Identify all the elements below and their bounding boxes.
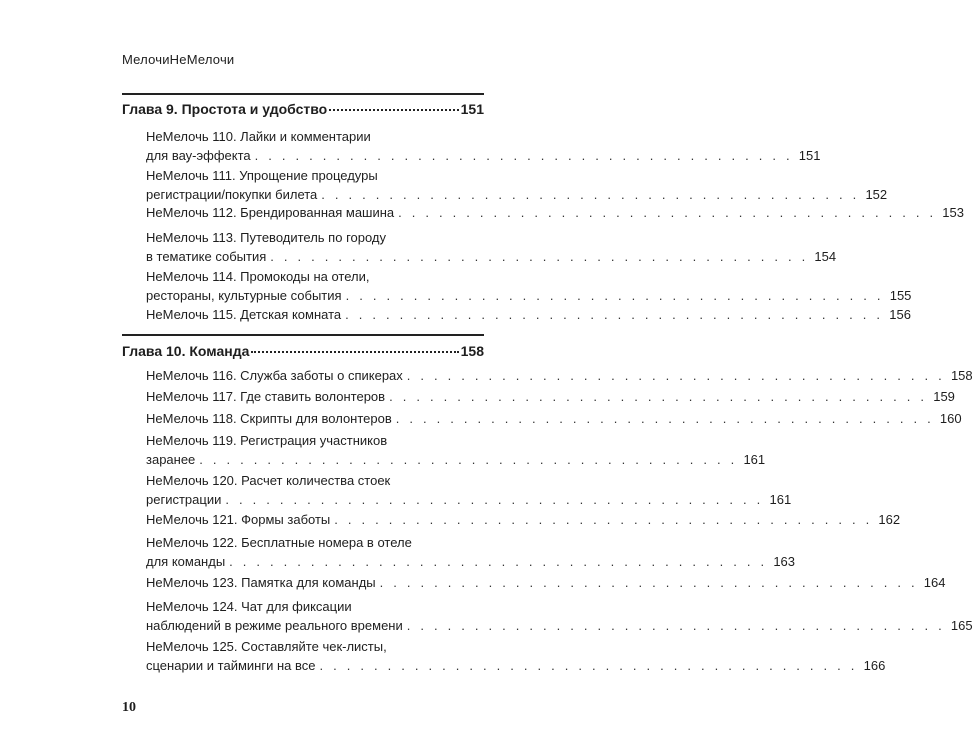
entry-page: 162 — [878, 512, 901, 527]
entry-title-line: НеМелочь 118. Скрипты для волонтеров — [146, 411, 392, 426]
toc-entry — [146, 228, 837, 266]
dot-leader: . . . . . . . . . . . . . . . . . . . . . . . . . . . . . . . . . . . . . . . . — [334, 512, 873, 527]
entry-title-line: заранее — [146, 452, 196, 467]
chapter-page: 151 — [460, 101, 484, 117]
toc-entry — [146, 431, 766, 469]
entry-title-line: наблюдений в режиме реального времени — [146, 618, 403, 633]
entry-page: 154 — [814, 249, 837, 264]
dot-leader: . . . . . . . . . . . . . . . . . . . . . . . . . . . . . . . . . . . . . . . . — [225, 492, 764, 507]
toc-entry — [146, 366, 973, 385]
toc-entry — [146, 387, 955, 406]
dot-leader: . . . . . . . . . . . . . . . . . . . . . . . . . . . . . . . . . . . . . . . . — [345, 288, 884, 303]
dot-leader: . . . . . . . . . . . . . . . . . . . . . . . . . . . . . . . . . . . . . . . . — [389, 389, 928, 404]
running-head: МелочиНеМелочи — [122, 52, 235, 67]
entry-title-line: для вау-эффекта — [146, 148, 251, 163]
toc-entry — [146, 203, 964, 222]
toc-entry — [146, 637, 886, 675]
toc-entry — [146, 166, 888, 204]
dot-leader: . . . . . . . . . . . . . . . . . . . . . . . . . . . . . . . . . . . . . . . . — [199, 452, 738, 467]
page-number: 10 — [122, 700, 136, 715]
entry-title-line: НеМелочь 121. Формы заботы — [146, 512, 331, 527]
toc-entry — [146, 409, 962, 428]
entry-title-line: в тематике события — [146, 249, 267, 264]
dot-leader — [251, 351, 458, 353]
toc-entry — [146, 127, 821, 165]
entry-page: 156 — [889, 307, 911, 322]
dot-leader: . . . . . . . . . . . . . . . . . . . . . . . . . . . . . . . . . . . . . . . . — [270, 249, 809, 264]
entry-title-line: НеМелочь 116. Служба заботы о спикерах — [146, 368, 403, 383]
entry-title-line: НеМелочь 124. Чат для фиксации — [146, 599, 352, 614]
entry-title-line: НеМелочь 119. Регистрация участников — [146, 433, 388, 448]
dot-leader: . . . . . . . . . . . . . . . . . . . . . . . . . . . . . . . . . . . . . . . . — [379, 575, 918, 590]
entry-title-line: НеМелочь 120. Расчет количества стоек — [146, 473, 391, 488]
entry-page: 161 — [743, 452, 766, 467]
dot-leader: . . . . . . . . . . . . . . . . . . . . . . . . . . . . . . . . . . . . . . . . — [398, 205, 937, 220]
chapter-heading — [122, 343, 484, 359]
entry-page: 151 — [798, 148, 821, 163]
entry-page: 163 — [773, 554, 796, 569]
entry-page: 152 — [865, 187, 888, 202]
chapter-title: Глава 9. Простота и удобство — [122, 101, 328, 117]
dot-leader — [329, 109, 458, 111]
chapter-page: 158 — [460, 343, 484, 359]
dot-leader: . . . . . . . . . . . . . . . . . . . . . . . . . . . . . . . . . . . . . . . . — [319, 658, 858, 673]
chapter-rule — [122, 334, 484, 336]
entry-title-line: рестораны, культурные события — [146, 288, 342, 303]
entry-title-line: НеМелочь 117. Где ставить волонтеров — [146, 389, 386, 404]
entry-page: 164 — [923, 575, 946, 590]
dot-leader: . . . . . . . . . . . . . . . . . . . . . . . . . . . . . . . . . . . . . . . . — [254, 148, 793, 163]
toc-entry — [146, 510, 901, 529]
entry-title-line: регистрации — [146, 492, 222, 507]
toc-entry — [146, 471, 792, 509]
toc-entry — [146, 573, 946, 592]
entry-title-line: НеМелочь 113. Путеводитель по городу — [146, 230, 387, 245]
toc-entry — [146, 267, 912, 305]
dot-leader: . . . . . . . . . . . . . . . . . . . . . . . . . . . . . . . . . . . . . . . . — [229, 554, 768, 569]
entry-page: 165 — [950, 618, 973, 633]
entry-title-line: регистрации/покупки билета — [146, 187, 318, 202]
entry-page: 161 — [769, 492, 792, 507]
dot-leader: . . . . . . . . . . . . . . . . . . . . . . . . . . . . . . . . . . . . . . . . — [321, 187, 860, 202]
dot-leader: . . . . . . . . . . . . . . . . . . . . . . . . . . . . . . . . . . . . . . . . — [406, 618, 945, 633]
toc-entry — [146, 305, 911, 324]
chapter-rule — [122, 93, 484, 95]
entry-title-line: для команды — [146, 554, 226, 569]
entry-title-line: НеМелочь 122. Бесплатные номера в отеле — [146, 535, 412, 550]
entry-page: 158 — [950, 368, 973, 383]
entry-title-line: НеМелочь 111. Упрощение процедуры — [146, 168, 378, 183]
entry-page: 159 — [933, 389, 955, 404]
entry-page: 166 — [863, 658, 886, 673]
toc-entry — [146, 533, 796, 571]
entry-title-line: НеМелочь 114. Промокоды на отели, — [146, 269, 370, 284]
dot-leader: . . . . . . . . . . . . . . . . . . . . . . . . . . . . . . . . . . . . . . . . — [395, 411, 934, 426]
entry-page: 153 — [942, 205, 964, 220]
chapter-heading — [122, 101, 484, 117]
entry-title-line: НеМелочь 125. Составляйте чек-листы, — [146, 639, 387, 654]
entry-title-line: НеМелочь 123. Памятка для команды — [146, 575, 376, 590]
dot-leader: . . . . . . . . . . . . . . . . . . . . . . . . . . . . . . . . . . . . . . . . — [345, 307, 884, 322]
entry-title-line: НеМелочь 115. Детская комната — [146, 307, 342, 322]
entry-page: 155 — [889, 288, 912, 303]
entry-title-line: сценарии и тайминги на все — [146, 658, 316, 673]
dot-leader: . . . . . . . . . . . . . . . . . . . . . . . . . . . . . . . . . . . . . . . . — [406, 368, 945, 383]
toc-entry — [146, 597, 973, 635]
chapter-title: Глава 10. Команда — [122, 343, 250, 359]
entry-page: 160 — [939, 411, 962, 426]
entry-title-line: НеМелочь 112. Брендированная машина — [146, 205, 395, 220]
entry-title-line: НеМелочь 110. Лайки и комментарии — [146, 129, 371, 144]
